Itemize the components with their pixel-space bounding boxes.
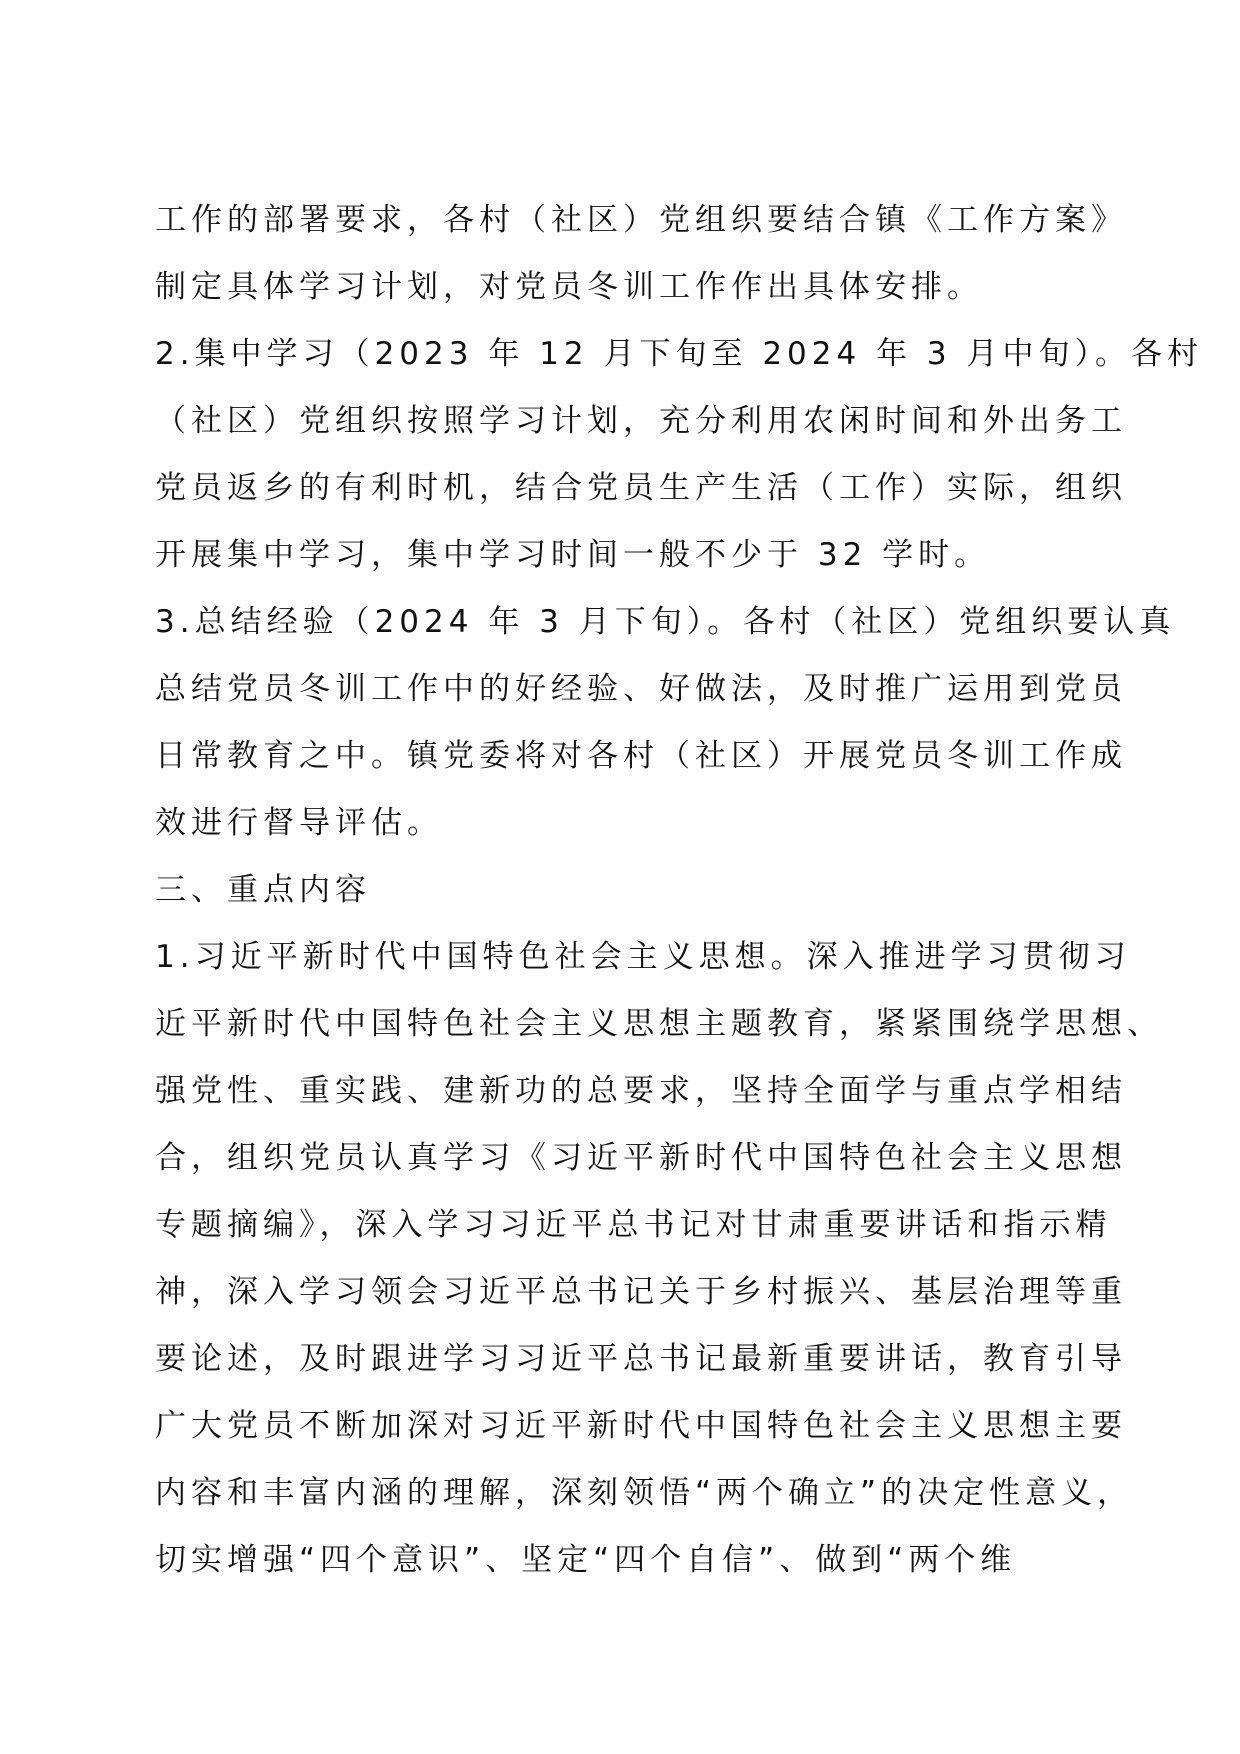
text-line: 效进行督导评估。: [155, 805, 443, 841]
text-line: 专题摘编》，深入学习习近平总书记对甘肃重要讲话和指示精: [155, 1207, 1112, 1243]
section-heading: 三、重点内容: [155, 872, 371, 908]
text-line: （社区）党组织按照学习计划，充分利用农闲时间和外出务工: [155, 403, 1127, 439]
text-line: 1.习近平新时代中国特色社会主义思想。深入推进学习贯彻习: [155, 939, 1131, 975]
text-line: 近平新时代中国特色社会主义思想主题教育，紧紧围绕学思想、: [155, 1006, 1163, 1042]
text-line: 神，深入学习领会习近平总书记关于乡村振兴、基层治理等重: [155, 1274, 1127, 1310]
text-line: 内容和丰富内涵的理解，深刻领悟“两个确立”的决定性意义，: [155, 1475, 1134, 1511]
text-line: 合，组织党员认真学习《习近平新时代中国特色社会主义思想: [155, 1140, 1127, 1176]
text-line: 广大党员不断加深对习近平新时代中国特色社会主义思想主要: [155, 1408, 1127, 1444]
text-line: 工作的部署要求，各村（社区）党组织要结合镇《工作方案》: [155, 202, 1127, 238]
text-line: 开展集中学习，集中学习时间一般不少于 32 学时。: [155, 537, 991, 573]
text-line: 制定具体学习计划，对党员冬训工作作出具体安排。: [155, 269, 983, 305]
text-line: 日常教育之中。镇党委将对各村（社区）开展党员冬训工作成: [155, 738, 1127, 774]
text-line: 强党性、重实践、建新功的总要求，坚持全面学与重点学相结: [155, 1073, 1127, 1109]
text-line: 要论述，及时跟进学习习近平总书记最新重要讲话，教育引导: [155, 1341, 1127, 1377]
text-line: 切实增强“四个意识”、坚定“四个自信”、做到“两个维: [155, 1542, 1017, 1578]
text-line: 总结党员冬训工作中的好经验、好做法，及时推广运用到党员: [155, 671, 1127, 707]
text-line: 党员返乡的有利时机，结合党员生产生活（工作）实际，组织: [155, 470, 1127, 506]
text-line: 3.总结经验（2024 年 3 月下旬）。各村（社区）党组织要认真: [155, 604, 1176, 640]
text-line: 2.集中学习（2023 年 12 月下旬至 2024 年 3 月中旬）。各村: [155, 336, 1204, 372]
